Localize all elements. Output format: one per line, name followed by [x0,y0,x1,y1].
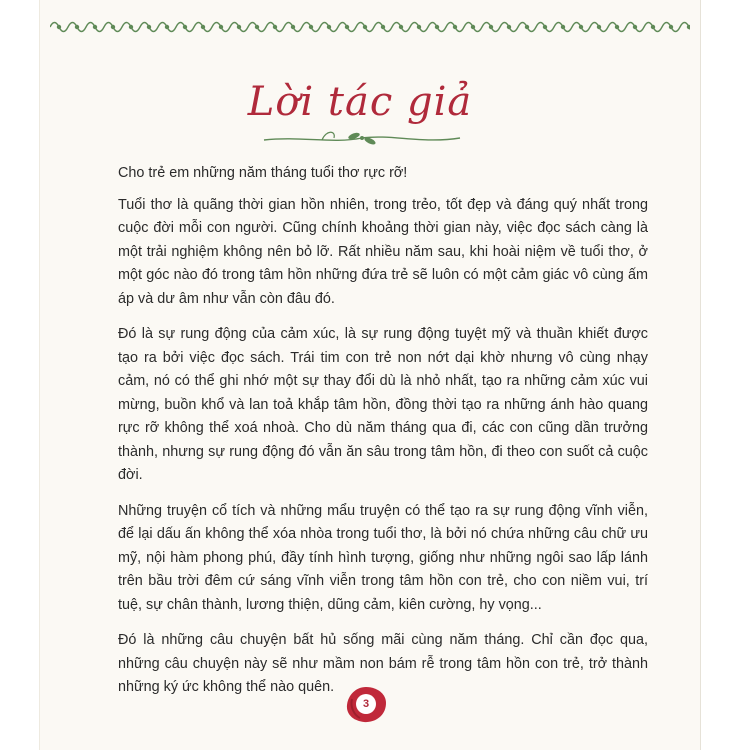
page-number: 3 [356,694,376,714]
preface-paragraph: Đó là sự rung động của cảm xúc, là sự rung động tuyệt mỹ và thuần khiết được tạo ra bởi việc đọc sách. Trái tim con trẻ non nớt dại khờ nhưng vô cùng nhạy cảm, nó có thể ghi nhớ một sự thay đổi dù là nhỏ nhất, tạo ra những cảm xúc vui mừng, buồn khổ và lan toả khắp tâm hồn, đồng thời tạo ra những ánh hào quang rực rỡ không thể xoá nhoà. Cho dù năm tháng qua đi, các con cũng dần trưởng thành, nhưng sự rung động đó vẫn ăn sâu trong tâm hồn, đi theo con suốt cả cuộc đời. [118,326,648,483]
page-title: Lời tác giả [247,79,473,125]
preface-paragraph: Cho trẻ em những năm tháng tuổi thơ rực rỡ! [118,165,408,181]
preface-paragraph: Tuổi thơ là quãng thời gian hồn nhiên, trong trẻo, tốt đẹp và đáng quý nhất trong cuộc đời mỗi con người. Cũng chính khoảng thời gian này, việc đọc sách càng là một trải nghiệm không nên bỏ lỡ. Rất nhiều năm sau, khi hoài niệm về tuổi thơ, ở một góc nào đó trong tâm hồn những đứa trẻ sẽ luôn có một cảm giác vô cùng ấm áp và dư âm như vẫn còn đâu đó. [118,196,648,307]
title-flourish-ornament [262,126,462,152]
preface-paragraph: Đó là những câu chuyện bất hủ sống mãi cùng năm tháng. Chỉ cần đọc qua, những câu chuyện này sẽ như mầm non bám rễ trong tâm hồn con trẻ, trở thành những ký ức không thể nào quên. [118,632,648,695]
preface-paragraph: Những truyện cổ tích và những mẩu truyện có thể tạo ra sự rung động vĩnh viễn, để lại dấu ấn không thể xóa nhòa trong tuổi thơ, là bởi nó chứa những câu chữ ưu mỹ, nội hàm phong phú, đầy tính hình tượng, giống như những ngôi sao lấp lánh trên bầu trời đêm cứ sáng vĩnh viễn trong tâm hồn con trẻ, cho con niềm vui, trí tuệ, sự chân thành, lương thiện, dũng cảm, kiên cường, hy vọng... [118,502,648,613]
decorative-top-border [50,14,690,40]
author-preface-text [118,162,648,712]
